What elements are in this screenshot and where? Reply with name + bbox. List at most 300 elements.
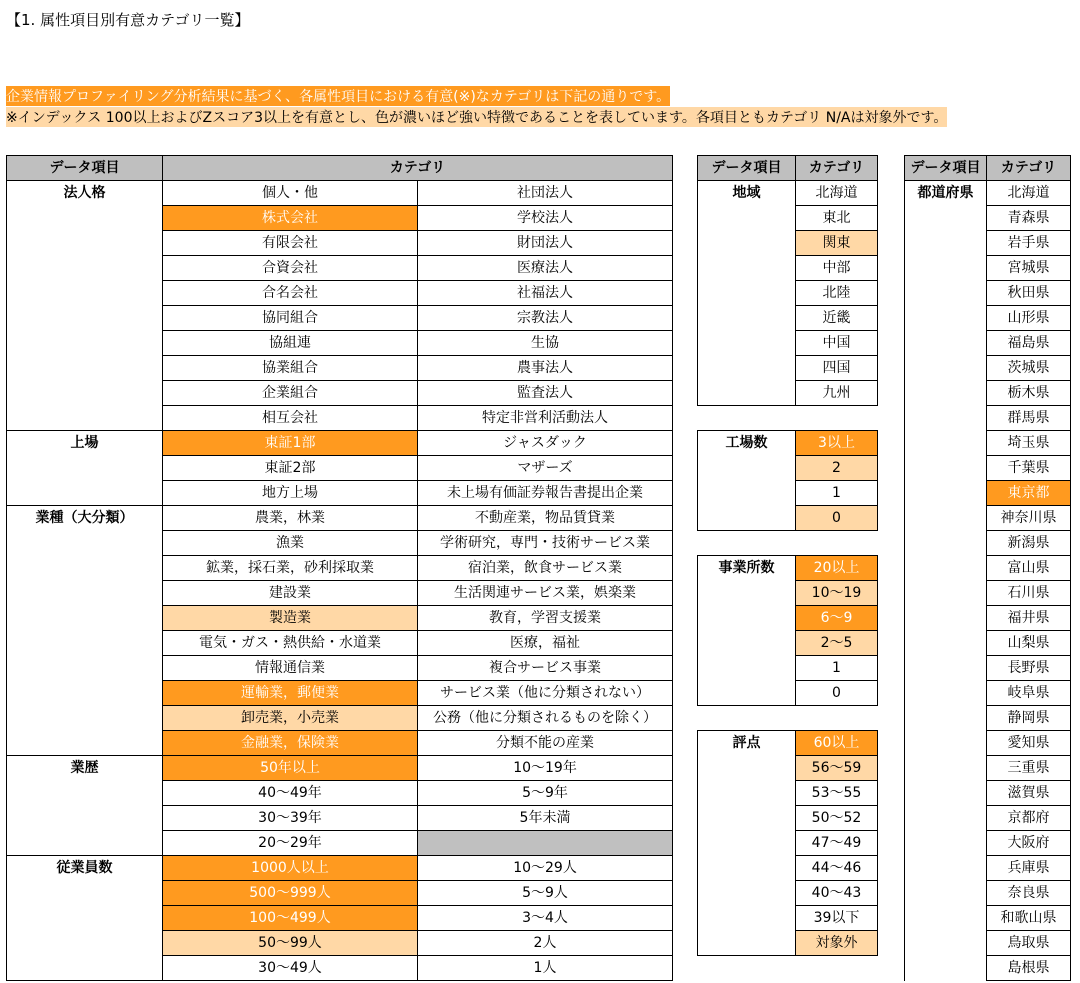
table-row xyxy=(7,681,673,706)
table-row xyxy=(698,856,878,881)
category-cell: 山梨県 xyxy=(987,631,1071,656)
spacer-row xyxy=(698,706,878,731)
category-cell: 特定非営利活動法人 xyxy=(418,406,673,431)
table-row xyxy=(7,881,673,906)
group-label xyxy=(7,656,163,681)
category-cell: 福島県 xyxy=(987,331,1071,356)
table-row xyxy=(7,931,673,956)
category-cell: 39以下 xyxy=(796,906,878,931)
category-cell: 地方上場 xyxy=(163,481,418,506)
table-row xyxy=(905,281,1071,306)
category-cell: 金融業，保険業 xyxy=(163,731,418,756)
table-row xyxy=(7,706,673,731)
header-category: カテゴリ xyxy=(796,156,878,181)
table-row xyxy=(7,856,673,881)
group-label xyxy=(905,256,987,281)
category-cell: 宗教法人 xyxy=(418,306,673,331)
table-row xyxy=(905,306,1071,331)
category-cell: 未上場有価証券報告書提出企業 xyxy=(418,481,673,506)
table-row xyxy=(7,531,673,556)
table-row xyxy=(905,256,1071,281)
group-label xyxy=(7,306,163,331)
category-cell: 岩手県 xyxy=(987,231,1071,256)
group-label xyxy=(905,681,987,706)
table-row xyxy=(905,681,1071,706)
category-cell: 栃木県 xyxy=(987,381,1071,406)
table-row xyxy=(7,906,673,931)
group-label xyxy=(698,306,796,331)
group-label xyxy=(7,556,163,581)
category-cell: 56～59 xyxy=(796,756,878,781)
category-cell: 100～499人 xyxy=(163,906,418,931)
group-label xyxy=(905,381,987,406)
header-category: カテゴリ xyxy=(163,156,673,181)
table-row xyxy=(698,556,878,581)
category-cell: 5年未満 xyxy=(418,806,673,831)
spacer-cell xyxy=(698,531,796,556)
category-cell xyxy=(418,831,673,856)
category-cell: 相互会社 xyxy=(163,406,418,431)
category-cell: 福井県 xyxy=(987,606,1071,631)
category-cell: 監査法人 xyxy=(418,381,673,406)
group-label xyxy=(698,356,796,381)
table-row xyxy=(7,781,673,806)
table-row xyxy=(905,831,1071,856)
group-label xyxy=(698,456,796,481)
table-row xyxy=(905,906,1071,931)
category-cell: 1 xyxy=(796,656,878,681)
spacer-row xyxy=(698,531,878,556)
category-cell: 新潟県 xyxy=(987,531,1071,556)
table-row xyxy=(7,456,673,481)
table-row xyxy=(698,231,878,256)
category-cell: 公務（他に分類されるものを除く） xyxy=(418,706,673,731)
table-row xyxy=(905,556,1071,581)
group-label xyxy=(905,531,987,556)
group-label xyxy=(698,606,796,631)
category-cell: 20～29年 xyxy=(163,831,418,856)
group-label xyxy=(7,881,163,906)
category-cell: 茨城県 xyxy=(987,356,1071,381)
group-label xyxy=(905,631,987,656)
table-row xyxy=(698,656,878,681)
group-label xyxy=(905,356,987,381)
table-row xyxy=(698,256,878,281)
group-label xyxy=(7,481,163,506)
table-row xyxy=(905,356,1071,381)
table-row xyxy=(7,306,673,331)
table-row xyxy=(7,256,673,281)
group-label xyxy=(905,781,987,806)
attribute-table-main xyxy=(6,155,673,981)
table-row xyxy=(905,956,1071,981)
category-cell: 愛知県 xyxy=(987,731,1071,756)
category-cell: 50～52 xyxy=(796,806,878,831)
category-cell: 30～39年 xyxy=(163,806,418,831)
group-label xyxy=(7,406,163,431)
category-cell: 北海道 xyxy=(987,181,1071,206)
header-item: データ項目 xyxy=(698,156,796,181)
category-cell: 三重県 xyxy=(987,756,1071,781)
group-label xyxy=(7,706,163,731)
group-label: 業歴 xyxy=(7,756,163,781)
group-label xyxy=(698,381,796,406)
category-cell: 宮城県 xyxy=(987,256,1071,281)
category-cell: 東京都 xyxy=(987,481,1071,506)
group-label xyxy=(7,806,163,831)
category-cell: 島根県 xyxy=(987,956,1071,981)
category-cell: 秋田県 xyxy=(987,281,1071,306)
category-cell: 埼玉県 xyxy=(987,431,1071,456)
category-cell: 北海道 xyxy=(796,181,878,206)
group-label xyxy=(7,931,163,956)
table-row xyxy=(905,731,1071,756)
table-row xyxy=(7,806,673,831)
table-row xyxy=(905,656,1071,681)
category-cell: 0 xyxy=(796,681,878,706)
group-label xyxy=(905,331,987,356)
category-cell: 東北 xyxy=(796,206,878,231)
description-line-1: 企業情報プロファイリング分析結果に基づく、各属性項目における有意(※)なカテゴリは下記の通りです。 xyxy=(6,86,670,106)
group-label: 法人格 xyxy=(7,181,163,206)
group-label xyxy=(698,781,796,806)
category-cell: 0 xyxy=(796,506,878,531)
category-cell: 50～99人 xyxy=(163,931,418,956)
table-row xyxy=(698,781,878,806)
table-row xyxy=(905,531,1071,556)
category-cell: 大阪府 xyxy=(987,831,1071,856)
category-cell: 中部 xyxy=(796,256,878,281)
table-row xyxy=(7,356,673,381)
group-label xyxy=(7,356,163,381)
group-label: 評点 xyxy=(698,731,796,756)
spacer-cell xyxy=(796,706,878,731)
group-label: 事業所数 xyxy=(698,556,796,581)
group-label xyxy=(905,281,987,306)
table-row xyxy=(698,681,878,706)
category-cell: 卸売業，小売業 xyxy=(163,706,418,731)
group-label: 業種（大分類） xyxy=(7,506,163,531)
category-cell: 協組連 xyxy=(163,331,418,356)
group-label xyxy=(905,606,987,631)
category-cell: 社福法人 xyxy=(418,281,673,306)
group-label xyxy=(905,656,987,681)
table-row xyxy=(7,231,673,256)
table-row xyxy=(698,356,878,381)
group-label xyxy=(905,731,987,756)
category-cell: 関東 xyxy=(796,231,878,256)
category-cell: 不動産業，物品賃貸業 xyxy=(418,506,673,531)
group-label xyxy=(7,831,163,856)
group-label: 上場 xyxy=(7,431,163,456)
category-cell: 社団法人 xyxy=(418,181,673,206)
group-label xyxy=(7,606,163,631)
category-cell: マザーズ xyxy=(418,456,673,481)
group-label xyxy=(698,806,796,831)
group-label xyxy=(905,556,987,581)
group-label xyxy=(905,481,987,506)
group-label xyxy=(905,806,987,831)
table-row xyxy=(7,956,673,981)
group-label xyxy=(7,631,163,656)
category-cell: 医療法人 xyxy=(418,256,673,281)
category-cell: 学校法人 xyxy=(418,206,673,231)
category-cell: 農業，林業 xyxy=(163,506,418,531)
attribute-table-prefecture xyxy=(904,155,1071,981)
group-label xyxy=(698,256,796,281)
group-label xyxy=(905,306,987,331)
spacer-cell xyxy=(796,406,878,431)
table-row xyxy=(698,481,878,506)
group-label xyxy=(905,906,987,931)
group-label xyxy=(7,781,163,806)
table-row xyxy=(905,881,1071,906)
category-cell: 有限会社 xyxy=(163,231,418,256)
category-cell: 石川県 xyxy=(987,581,1071,606)
category-cell: 製造業 xyxy=(163,606,418,631)
category-cell: 5～9年 xyxy=(418,781,673,806)
category-cell: 10～29人 xyxy=(418,856,673,881)
category-cell: 鉱業，採石業，砂利採取業 xyxy=(163,556,418,581)
table-row xyxy=(7,431,673,456)
category-cell: 協業組合 xyxy=(163,356,418,381)
category-cell: 10～19 xyxy=(796,581,878,606)
table-row xyxy=(698,456,878,481)
group-label xyxy=(905,506,987,531)
table-header-row xyxy=(698,156,878,181)
category-cell: 企業組合 xyxy=(163,381,418,406)
table-row xyxy=(7,181,673,206)
group-label xyxy=(698,881,796,906)
category-cell: 富山県 xyxy=(987,556,1071,581)
table-row xyxy=(698,331,878,356)
group-label xyxy=(698,906,796,931)
group-label xyxy=(905,881,987,906)
table-row xyxy=(905,231,1071,256)
category-cell: 青森県 xyxy=(987,206,1071,231)
table-row xyxy=(698,806,878,831)
table-row xyxy=(7,481,673,506)
table-row xyxy=(698,281,878,306)
table-row xyxy=(905,431,1071,456)
group-label xyxy=(698,231,796,256)
category-cell: 神奈川県 xyxy=(987,506,1071,531)
table-header-row xyxy=(905,156,1071,181)
table-row xyxy=(7,406,673,431)
group-label xyxy=(698,206,796,231)
group-label xyxy=(698,631,796,656)
group-label xyxy=(7,581,163,606)
table-row xyxy=(7,556,673,581)
category-cell: ジャスダック xyxy=(418,431,673,456)
group-label xyxy=(7,381,163,406)
spacer-cell xyxy=(698,706,796,731)
group-label xyxy=(698,931,796,956)
table-row xyxy=(698,931,878,956)
table-row xyxy=(7,656,673,681)
table-row xyxy=(905,781,1071,806)
category-cell: 漁業 xyxy=(163,531,418,556)
table-row xyxy=(698,831,878,856)
table-row xyxy=(698,906,878,931)
table-row xyxy=(698,581,878,606)
table-row xyxy=(7,331,673,356)
category-cell: 滋賀県 xyxy=(987,781,1071,806)
category-cell: サービス業（他に分類されない） xyxy=(418,681,673,706)
category-cell: 京都府 xyxy=(987,806,1071,831)
attribute-table-region xyxy=(697,155,878,956)
category-cell: 2人 xyxy=(418,931,673,956)
table-row xyxy=(698,206,878,231)
spacer-cell xyxy=(796,531,878,556)
header-item: データ項目 xyxy=(905,156,987,181)
header-item: データ項目 xyxy=(7,156,163,181)
category-cell: 学術研究，専門・技術サービス業 xyxy=(418,531,673,556)
group-label: 地域 xyxy=(698,181,796,206)
table-row xyxy=(7,581,673,606)
group-label xyxy=(7,681,163,706)
category-cell: 株式会社 xyxy=(163,206,418,231)
table-row xyxy=(698,881,878,906)
category-cell: 鳥取県 xyxy=(987,931,1071,956)
table-row xyxy=(905,206,1071,231)
group-label xyxy=(7,731,163,756)
category-cell: 宿泊業，飲食サービス業 xyxy=(418,556,673,581)
category-cell: 生協 xyxy=(418,331,673,356)
group-label xyxy=(905,206,987,231)
category-cell: 教育，学習支援業 xyxy=(418,606,673,631)
table-row xyxy=(698,306,878,331)
category-cell: 合資会社 xyxy=(163,256,418,281)
category-cell: 50年以上 xyxy=(163,756,418,781)
category-cell: 40～49年 xyxy=(163,781,418,806)
group-label xyxy=(7,331,163,356)
group-label xyxy=(905,706,987,731)
category-cell: 情報通信業 xyxy=(163,656,418,681)
table-row xyxy=(905,856,1071,881)
table-row xyxy=(7,381,673,406)
category-cell: 長野県 xyxy=(987,656,1071,681)
category-cell: 群馬県 xyxy=(987,406,1071,431)
table-header-row xyxy=(7,156,673,181)
table-row xyxy=(7,731,673,756)
table-row xyxy=(905,506,1071,531)
group-label xyxy=(905,831,987,856)
category-cell: 和歌山県 xyxy=(987,906,1071,931)
group-label xyxy=(698,681,796,706)
category-cell: 47～49 xyxy=(796,831,878,856)
table-row xyxy=(698,756,878,781)
table-row xyxy=(905,481,1071,506)
category-cell: 60以上 xyxy=(796,731,878,756)
category-cell: 6～9 xyxy=(796,606,878,631)
table-row xyxy=(905,706,1071,731)
table-row xyxy=(7,831,673,856)
group-label xyxy=(7,281,163,306)
category-cell: 2 xyxy=(796,456,878,481)
category-cell: 1000人以上 xyxy=(163,856,418,881)
table-row xyxy=(905,931,1071,956)
section-title: 【1. 属性項目別有意カテゴリ一覧】 xyxy=(6,11,250,29)
spacer-row xyxy=(698,406,878,431)
category-cell: 九州 xyxy=(796,381,878,406)
group-label xyxy=(7,456,163,481)
category-cell: 2～5 xyxy=(796,631,878,656)
category-cell: 岐阜県 xyxy=(987,681,1071,706)
category-cell: 対象外 xyxy=(796,931,878,956)
table-row xyxy=(905,756,1071,781)
category-cell: 5～9人 xyxy=(418,881,673,906)
table-row xyxy=(905,456,1071,481)
table-row xyxy=(905,181,1071,206)
table-row xyxy=(698,431,878,456)
category-cell: 四国 xyxy=(796,356,878,381)
table-row xyxy=(7,281,673,306)
category-cell: 兵庫県 xyxy=(987,856,1071,881)
header-category: カテゴリ xyxy=(987,156,1071,181)
table-row xyxy=(905,381,1071,406)
group-label xyxy=(698,756,796,781)
category-cell: 医療，福祉 xyxy=(418,631,673,656)
group-label xyxy=(905,956,987,981)
group-label xyxy=(905,581,987,606)
category-cell: 複合サービス事業 xyxy=(418,656,673,681)
group-label xyxy=(905,231,987,256)
category-cell: 静岡県 xyxy=(987,706,1071,731)
table-row xyxy=(905,581,1071,606)
table-row xyxy=(7,506,673,531)
group-label xyxy=(7,206,163,231)
category-cell: 北陸 xyxy=(796,281,878,306)
category-cell: 中国 xyxy=(796,331,878,356)
category-cell: 電気・ガス・熱供給・水道業 xyxy=(163,631,418,656)
category-cell: 30～49人 xyxy=(163,956,418,981)
category-cell: 生活関連サービス業，娯楽業 xyxy=(418,581,673,606)
category-cell: 協同組合 xyxy=(163,306,418,331)
group-label xyxy=(7,956,163,981)
group-label xyxy=(698,831,796,856)
category-cell: 40～43 xyxy=(796,881,878,906)
category-cell: 山形県 xyxy=(987,306,1071,331)
group-label xyxy=(905,931,987,956)
table-row xyxy=(905,606,1071,631)
category-cell: 建設業 xyxy=(163,581,418,606)
table-row xyxy=(7,756,673,781)
category-cell: 東証2部 xyxy=(163,456,418,481)
category-cell: 個人・他 xyxy=(163,181,418,206)
group-label xyxy=(698,481,796,506)
group-label xyxy=(7,256,163,281)
category-cell: 奈良県 xyxy=(987,881,1071,906)
category-cell: 分類不能の産業 xyxy=(418,731,673,756)
group-label xyxy=(905,756,987,781)
group-label xyxy=(905,456,987,481)
group-label xyxy=(905,431,987,456)
table-row xyxy=(698,381,878,406)
table-row xyxy=(905,406,1071,431)
group-label xyxy=(905,856,987,881)
table-row xyxy=(698,181,878,206)
group-label: 従業員数 xyxy=(7,856,163,881)
category-cell: 合名会社 xyxy=(163,281,418,306)
category-cell: 東証1部 xyxy=(163,431,418,456)
group-label xyxy=(698,856,796,881)
group-label xyxy=(698,656,796,681)
category-cell: 53～55 xyxy=(796,781,878,806)
group-label xyxy=(7,531,163,556)
category-cell: 3以上 xyxy=(796,431,878,456)
category-cell: 運輸業，郵便業 xyxy=(163,681,418,706)
